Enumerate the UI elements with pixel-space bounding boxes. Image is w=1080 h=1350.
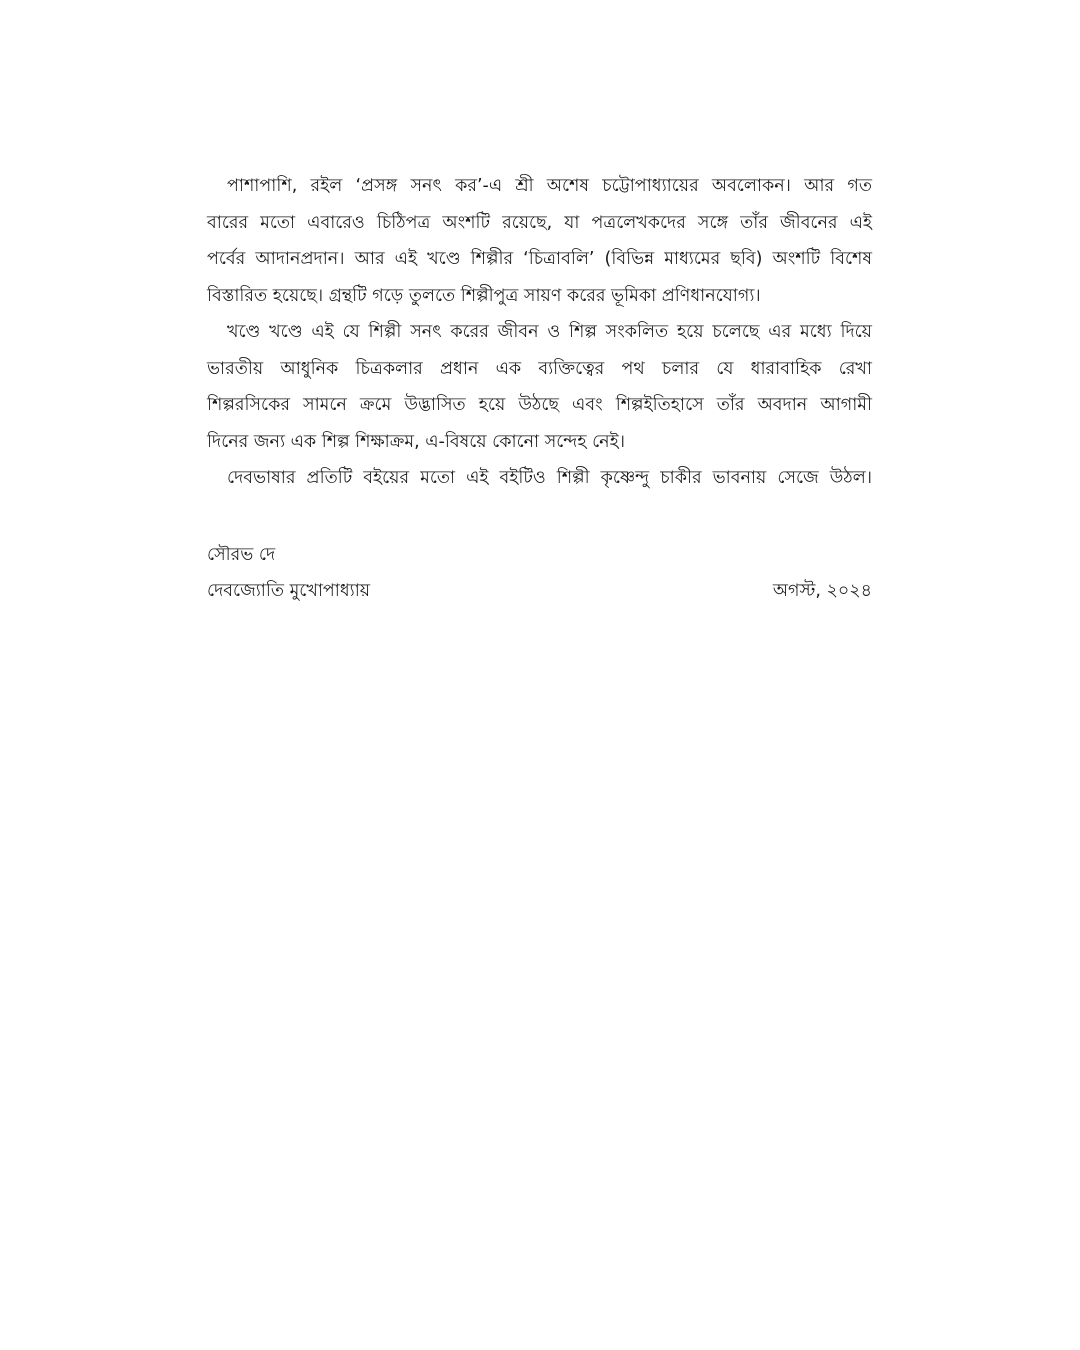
text-line: বারের মতো এবারেও চিঠিপত্র অংশটি রয়েছে, যা পত্রলেখকদের সঙ্গে তাঁর জীবনের এই [207, 212, 872, 233]
text-line: খণ্ডে খণ্ডে এই যে শিল্পী সনৎ করের জীবন ও শিল্প সংকলিত হয়ে চলেছে এর মধ্যে দিয়ে [227, 322, 872, 342]
paragraph-2 [207, 314, 872, 460]
paragraph-1 [207, 168, 872, 314]
text-line: পাশাপাশি, রইল ‘প্রসঙ্গ সনৎ কর’-এ শ্রী অশেষ চট্টোপাধ্যায়ের অবলোকন। আর গত [227, 176, 872, 196]
text-line: শিল্পরসিকের সামনে ক্রমে উদ্ভাসিত হয়ে উঠছে এবং শিল্পইতিহাসে তাঁর অবদান আগামী [207, 395, 872, 415]
text-line: দিনের জন্য এক শিল্প শিক্ষাক্রম, এ-বিষয়ে কোনো সন্দেহ নেই। [207, 431, 625, 452]
signatory-name: দেবজ্যোতি মুখোপাধ্যায় [207, 581, 371, 601]
signature-block [207, 537, 872, 609]
signatory-name: সৌরভ দে [207, 545, 276, 565]
text-line: দেবভাষার প্রতিটি বইয়ের মতো এই বইটিও শিল্পী কৃষ্ণেন্দু চাকীর ভাবনায় সেজে উঠল। [227, 468, 872, 488]
document-body [207, 168, 872, 497]
document-date: অগস্ট, ২০২৪ [772, 581, 872, 601]
text-line: ভারতীয় আধুনিক চিত্রকলার প্রধান এক ব্যক্তিত্বের পথ চলার যে ধারাবাহিক রেখা [207, 358, 872, 379]
text-line: পর্বের আদানপ্রদান। আর এই খণ্ডে শিল্পীর ‘চিত্রাবলি’ (বিভিন্ন মাধ্যমের ছবি) অংশটি বিশেষ [207, 249, 872, 269]
paragraph-3 [207, 460, 872, 497]
signatory-row-2 [207, 573, 872, 609]
signatory-row-1 [207, 537, 872, 573]
text-line: বিস্তারিত হয়েছে। গ্রন্থটি গড়ে তুলতে শিল্পীপুত্র সায়ণ করের ভূমিকা প্রণিধানযোগ্য। [207, 285, 761, 306]
